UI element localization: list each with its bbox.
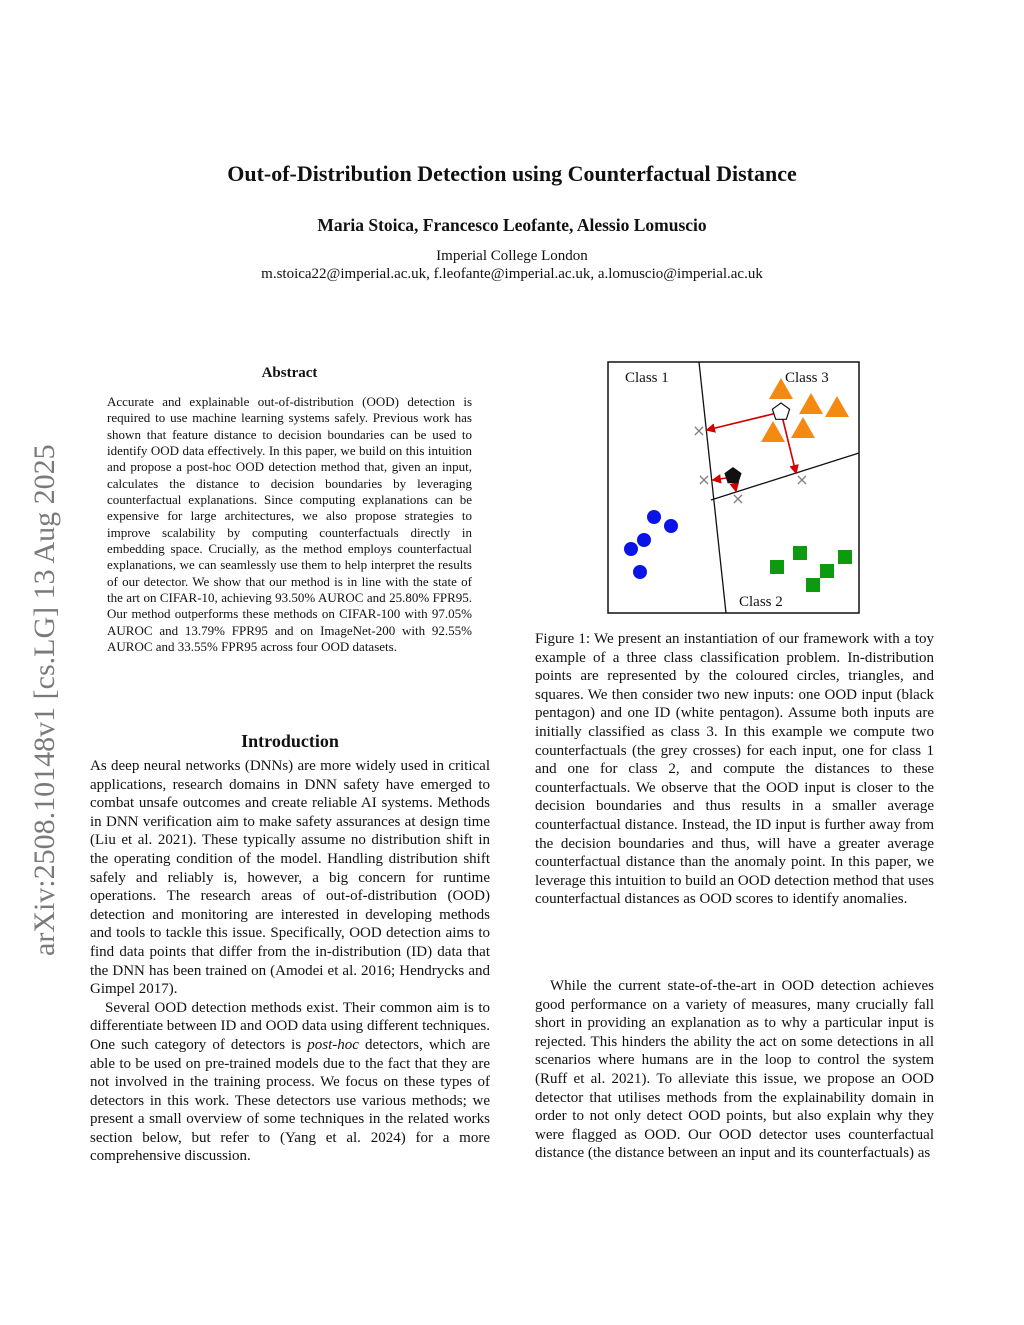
right-column-body: While the current state-of-the-art in OOD detection achieves good performance on a variety of measures, many crucially fall short in providing an explanation as to why a particular input is rejected. This hinders the ability the act on some detections in all scenarios where humans are in the loop to control the system (Ruff et al. 2021). To alleviate this issue, we propose an OOD detector that utilises methods from the explainability domain in order to not only detect OOD points, but also explain why they were flagged as OOD. Our OOD detector uses counterfactual distance (the distance between an input and its counterfactuals) as	[535, 978, 934, 1162]
paragraph-text: Several OOD detection methods exist. Their common aim is to differentiate between ID and OOD data using different techniques. One such category of detectors is	[90, 999, 490, 1053]
abstract-text: Accurate and explainable out-of-distribution (OOD) detection is required to use machine learning systems safely. Previous work has shown that feature distance to decision boundaries can be used to identify OOD data effectively. In this paper, we build on this intuition and propose a post-hoc OOD detection method that, given an input, calculates the distance to decision boundaries by leveraging counterfactual explanations. Since computing explanations can be expensive for large architectures, we also propose strategies to improve scalability by computing counterfactuals directly in embedding space. Crucially, as the method employs counterfactual explanations, we can seamlessly use them to help interpret the results of our detector. We show that our method is in line with the state of the art on CIFAR-10, achieving 93.50% AUROC and 25.80% FPR95. Our method outperforms these methods on CIFAR-100 with 97.05% AUROC and 13.79% FPR95 and on ImageNet-200 with 92.55% AUROC and 33.55% FPR95 across four OOD datasets.	[107, 394, 472, 655]
class-1-point	[637, 533, 651, 547]
class-2-point	[820, 564, 834, 578]
figure-1-caption: Figure 1: We present an instantiation of our framework with a toy example of a three class classification problem. In-distribution points are represented by the coloured circles, triangles, and squares. We then consider two new inputs: one OOD input (black pentagon) and one ID (white pentagon). Assume both inputs are initially classified as class 3. In this example we compute two counterfactuals (the grey crosses) for each input, one for class 1 and one for class 2, and compute the distances to these counterfactuals. We observe that the OOD input is closer to the decision boundaries and thus results in a smaller average counterfactual distance. Instead, the ID input is further away from the decision boundaries and thus, will have a greater average counterfactual distance than the anomaly point. In this paper, we leverage this intuition to build an OOD detection method that uses counterfactual distances as OOD scores to identify anomalies.	[535, 631, 934, 908]
class-1-point	[664, 519, 678, 533]
counterfactual-cross: ×	[795, 470, 809, 489]
class-1-point	[624, 542, 638, 556]
paragraph-text: detectors, which are able to be used on pre-trained models due to the fact that they are not involved in the training process. We focus on these types of detectors in this work. These detectors use various methods; we present a small overview of some techniques in the related works section below, but refer to (Yang et al. 2024) for a more comprehensive discussion.	[90, 1036, 490, 1165]
affiliation: Imperial College London	[436, 248, 588, 264]
counterfactual-cross: ×	[697, 470, 711, 489]
class-3-label: Class 3	[785, 370, 829, 386]
paper-title: Out-of-Distribution Detection using Counterfactual Distance	[227, 161, 797, 186]
class-1-label: Class 1	[625, 370, 669, 386]
introduction-heading: Introduction	[241, 731, 339, 751]
class-2-point	[770, 560, 784, 574]
author-list: Maria Stoica, Francesco Leofante, Alessio Lomuscio	[317, 215, 707, 235]
class-2-label: Class 2	[739, 594, 783, 610]
emphasized-term: post-hoc	[307, 1036, 359, 1053]
figure-1-illustration	[607, 361, 860, 620]
class-2-point	[793, 546, 807, 560]
counterfactual-cross: ×	[731, 489, 745, 508]
class-2-point	[806, 578, 820, 592]
author-emails: m.stoica22@imperial.ac.uk, f.leofante@imperial.ac.uk, a.lomuscio@imperial.ac.uk	[261, 266, 763, 282]
introduction-paragraph-2	[90, 999, 490, 1166]
class-1-point	[647, 510, 661, 524]
introduction-paragraph-1: As deep neural networks (DNNs) are more widely used in critical applications, research domains in DNN safety have emerged to combat unsafe outcomes and create reliable AI systems. Methods in DNN verification aim to make safety assurances at design time (Liu et al. 2021). These typically assume no distribution shift in the operating condition of the model. Handling distribution shift safely and reliably is, however, a big concern for runtime operations. The research areas of out-of-distribution (OOD) detection and monitoring are interested in developing methods and tools to tackle this issue. Specifically, OOD detection aims to find data points that differ from the in-distribution (ID) data that the DNN has been trained on (Amodei et al. 2016; Hendrycks and Gimpel 2017).	[90, 758, 490, 998]
abstract-heading: Abstract	[261, 365, 318, 381]
class-2-point	[838, 550, 852, 564]
introduction-body	[90, 757, 490, 1166]
arxiv-identifier-stamp: arXiv:2508.10148v1 [cs.LG] 13 Aug 2025	[28, 444, 61, 956]
counterfactual-cross: ×	[692, 421, 706, 440]
class-1-point	[633, 565, 647, 579]
